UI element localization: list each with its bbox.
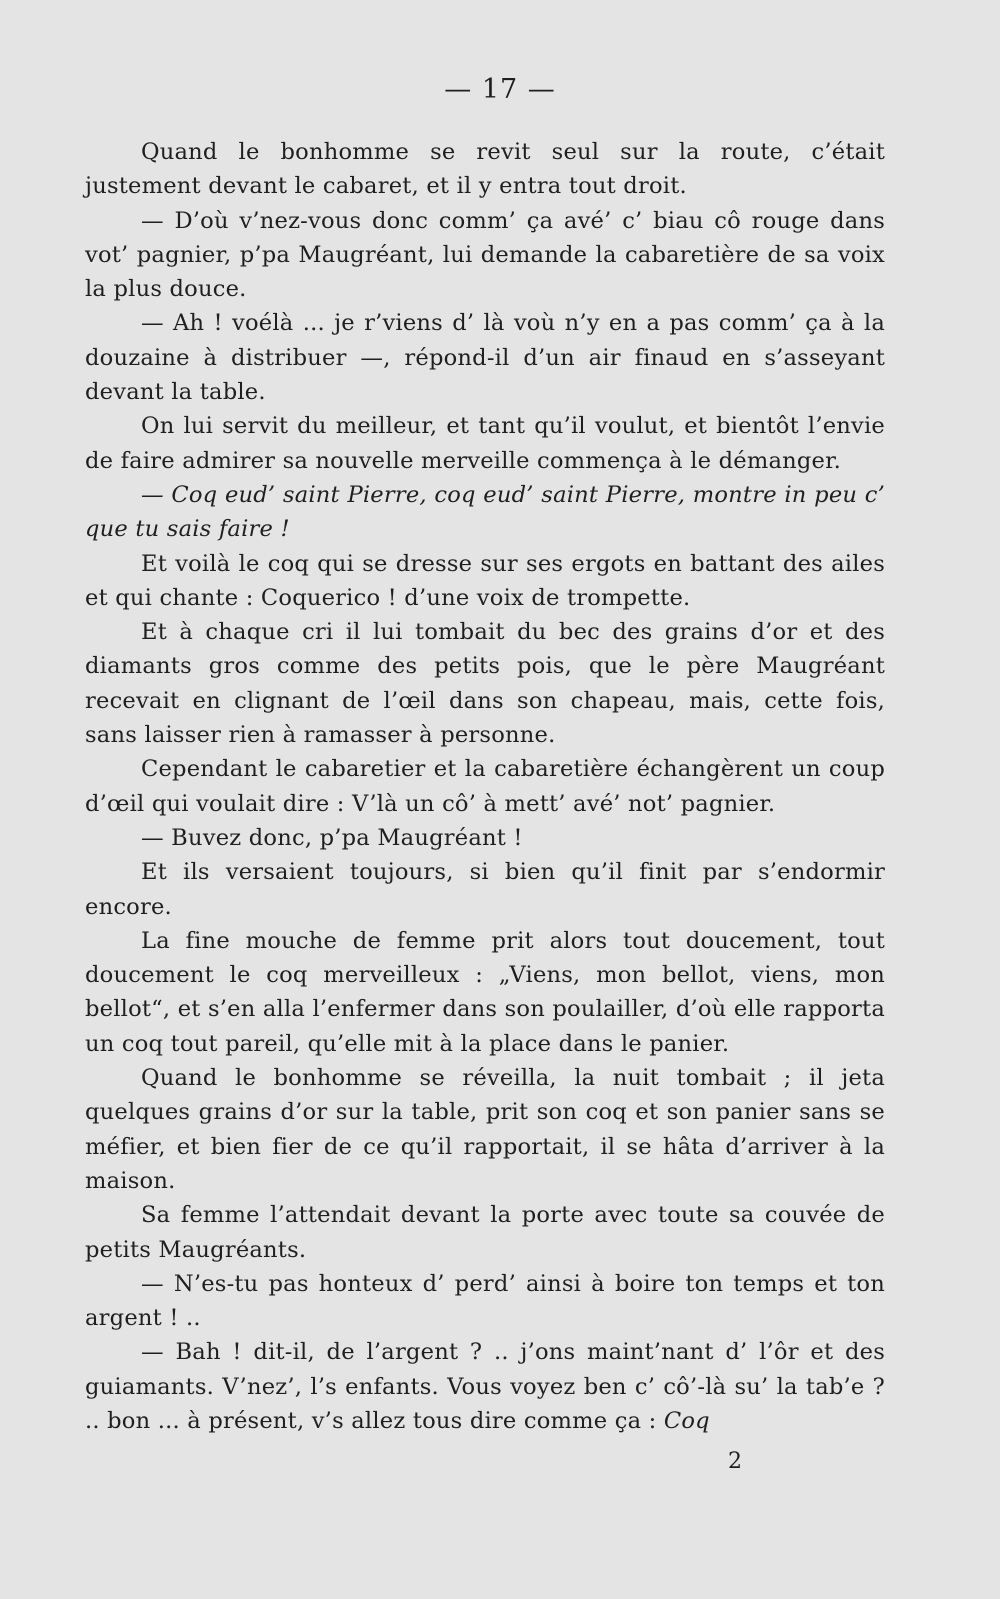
paragraph: — N’es-tu pas honteux d’ perd’ ainsi à boire ton temps et ton argent ! .. [85, 1270, 885, 1332]
paragraph: — D’où v’nez-vous donc comm’ ça avé’ c’ biau cô rouge dans vot’ pagnier, p’pa Maugréant, lui demande la cabaretière de sa voix la plus douce. [85, 207, 885, 303]
paragraph: Et voilà le coq qui se dresse sur ses ergots en battant des ailes et qui chante : Coquerico ! d’une voix de trompette. [85, 550, 885, 611]
paragraph: Sa femme l’attendait devant la porte avec toute sa couvée de petits Maugréants. [85, 1202, 885, 1263]
paragraph: Quand le bonhomme se réveilla, la nuit tombait ; il jeta quelques grains d’or sur la table, prit son coq et son panier sans se méfier, et bien fier de ce qu’il rapportait, il se hâta d’arriver à la maison. [85, 1065, 885, 1194]
paragraph-italic-dialogue: — Coq eud’ saint Pierre, coq eud’ saint Pierre, montre in peu c’ que tu sais faire ! [85, 481, 885, 543]
paragraph: On lui servit du meilleur, et tant qu’il voulut, et bientôt l’envie de faire admirer sa nouvelle merveille commença à le démanger. [85, 413, 885, 474]
italic-continuation: Coq [663, 1407, 710, 1434]
paragraph: Cependant le cabaretier et la cabaretière échangèrent un coup d’œil qui voulait dire : V’là un cô’ à mett’ avé’ not’ pagnier. [85, 756, 885, 817]
paragraph: Et ils versaient toujours, si bien qu’il finit par s’endormir encore. [85, 859, 885, 920]
paragraph: Quand le bonhomme se revit seul sur la route, c’était justement devant le cabaret, et il y entra tout droit. [85, 139, 885, 200]
paragraph: — Bah ! dit-il, de l’argent ? .. j’ons maint’nant d’ l’ôr et des guiamants. V’nez’, l’s enfants. Vous voyez ben c’ cô’-là su’ la tab’e ? .. bon ... à présent, v’s allez tous dire comme ça : Coq [85, 1339, 885, 1434]
paragraph: La fine mouche de femme prit alors tout doucement, tout doucement le coq merveilleux : „Viens, mon bellot, viens, mon bellot“, et s’en alla l’enfermer dans son poulailler, d’où elle rapporta un coq tout pareil, qu’elle mit à la place dans le panier. [85, 927, 885, 1057]
paragraph: — Buvez donc, p’pa Maugréant ! [141, 824, 523, 851]
page-number-header: — 17 — [444, 74, 556, 105]
paragraph: Et à chaque cri il lui tombait du bec des grains d’or et des diamants gros comme des petits pois, que le père Maugréant recevait en clignant de l’œil dans son chapeau, mais, cette fois, sans laisser rien à ramasser à personne. [85, 619, 885, 749]
signature-mark: 2 [728, 1449, 742, 1474]
body-text [85, 135, 885, 1438]
paragraph: — Ah ! voélà ... je r’viens d’ là voù n’y en a pas comm’ ça à la douzaine à distribuer —, répond-il d’un air finaud en s’asseyant devant la table. [85, 310, 885, 406]
